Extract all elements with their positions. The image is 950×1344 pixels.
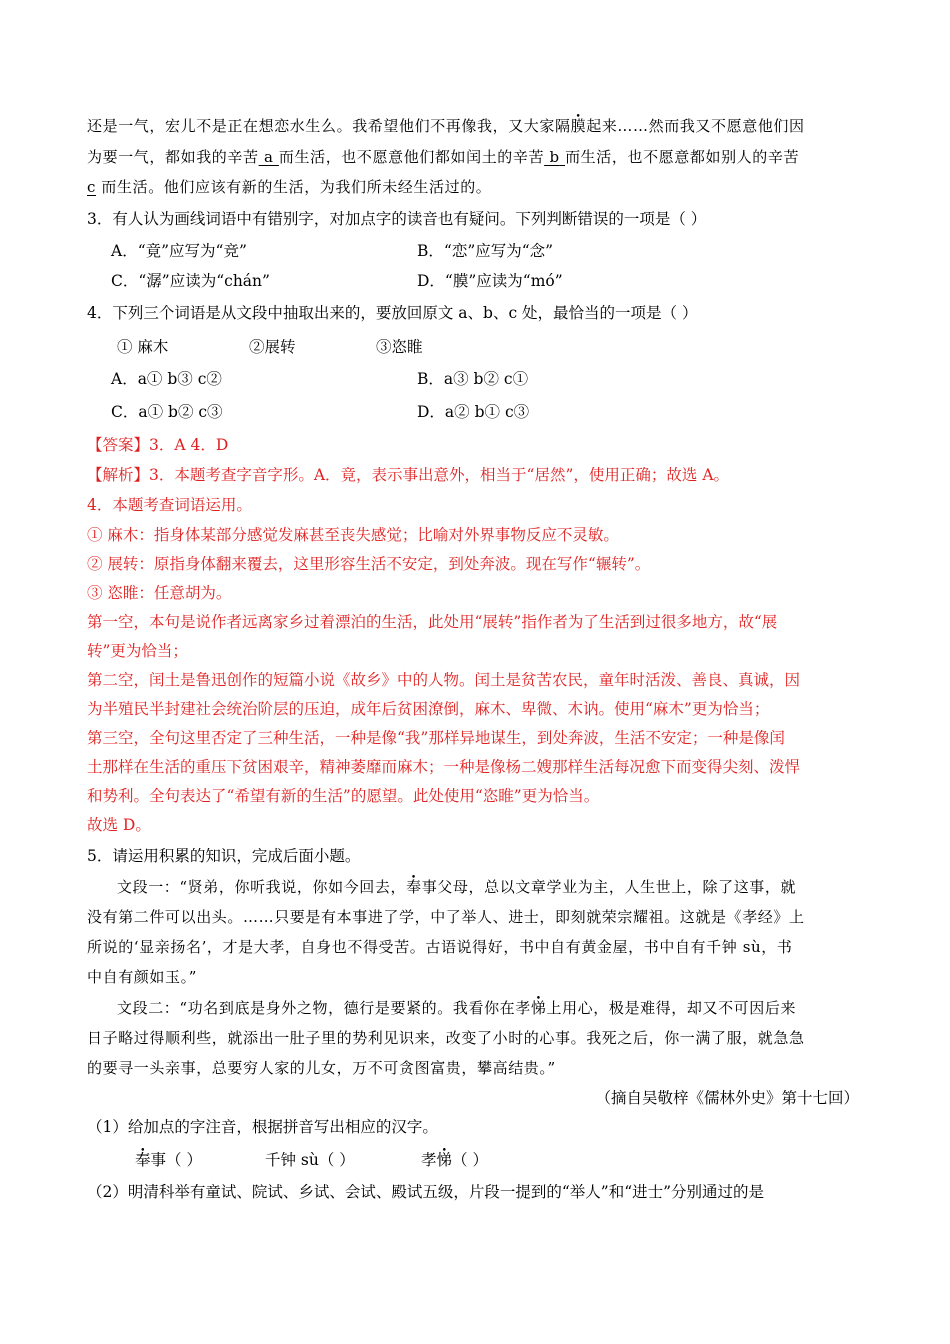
q3-option-d: D．“膜”应读为“mó” — [417, 272, 563, 290]
q4-stem: 4．下列三个词语是从文段中抽取出来的，要放回原文 a、b、c 处，最恰当的一项是（ ） — [87, 304, 698, 322]
q3-option-c: C．“潺”应读为“chán” — [111, 272, 270, 290]
q4-word-3: ③恣睢 — [376, 338, 423, 356]
blank-b: b — [549, 148, 560, 166]
q5-fill-3: 孝悌（ ） — [421, 1151, 488, 1169]
q3-stem: 3．有人认为画线词语中有错别字，对加点字的读音也有疑问。下列判断错误的一项是（ ） — [87, 210, 707, 228]
q5-subquestion-1: （1）给加点的字注音，根据拼音写出相应的汉字。 — [87, 1118, 438, 1136]
explanation-line-8: 第二空，闰土是鲁迅创作的短篇小说《故乡》中的人物。闰土是贫苦农民，童年时活泼、善良、真诚，因 — [87, 671, 801, 689]
q5-subquestion-2: （2）明清科举有童试、院试、乡试、会试、殿试五级，片段一提到的“举人”和“进士”分别通过的是 — [87, 1183, 765, 1201]
dotted-char: 悌 — [530, 999, 547, 1017]
q4-option-c: C．a① b② c③ — [111, 403, 223, 421]
q5-stem: 5．请运用积累的知识，完成后面小题。 — [87, 847, 361, 865]
explanation-line-4: ② 展转：原指身体翻来覆去，这里形容生活不安定，到处奔波。现在写作“辗转”。 — [87, 555, 651, 573]
dotted-char: 悌 — [436, 1151, 453, 1169]
explanation-line-5: ③ 恣睢：任意胡为。 — [87, 584, 232, 602]
explanation-line-13: 故选 D。 — [87, 816, 151, 834]
q4-option-b: B．a③ b② c① — [417, 370, 529, 388]
q4-word-1: ① 麻木 — [117, 338, 169, 356]
q3-option-a: A．“竟”应写为“竞” — [111, 242, 247, 260]
q3-option-b: B．“恋”应写为“念” — [417, 242, 554, 260]
dotted-char: 膜 — [570, 117, 587, 135]
passage-line-1: 还是一气，宏儿不是正在想恋水生么。我希望他们不再像我，又大家隔膜起来……然而我又不愿意他们因 — [87, 117, 805, 135]
q4-word-2: ②展转 — [249, 338, 296, 356]
q5-passage-1-line-4: 中自有颜如玉。” — [87, 968, 197, 986]
dotted-char: 奉 — [135, 1151, 151, 1169]
q4-option-d: D．a② b① c③ — [417, 403, 530, 421]
explanation-line-9: 为半殖民半封建社会统治阶层的压迫，成年后贫困潦倒，麻木、卑微、木讷。使用“麻木”更为恰当； — [87, 700, 770, 718]
explanation-line-7: 转”更为恰当； — [87, 642, 188, 660]
answer-line: 【答案】3．A 4．D — [87, 436, 229, 454]
q5-passage-2-line-1: 文段二：“功名到底是身外之物，德行是要紧的。我看你在孝悌上用心，极是难得，却又不可因后来 — [117, 999, 797, 1017]
explanation-line-12: 和势利。全句表达了“希望有新的生活”的愿望。此处使用“恣睢”更为恰当。 — [87, 787, 600, 805]
passage-line-3: c 而生活。他们应该有新的生活，为我们所未经生活过的。 — [87, 178, 492, 196]
dotted-char: 奉 — [406, 878, 422, 896]
explanation-line-2: 4．本题考查词语运用。 — [87, 496, 252, 514]
q5-passage-1-line-1: 文段一：“贤弟，你听我说，你如今回去，奉事父母，总以文章学业为主，人生世上，除了这事，就 — [117, 878, 797, 896]
q4-option-a: A．a① b③ c② — [111, 370, 222, 388]
explanation-line-10: 第三空，全句这里否定了三种生活，一种是像“我”那样异地谋生，到处奔波，生活不安定；一种是像闰 — [87, 729, 785, 747]
q5-passage-2-line-2: 日子略过得顺利些，就添出一肚子里的势利见识来，改变了小时的心事。我死之后，你一满了服，就急急 — [87, 1029, 805, 1047]
q5-source: （摘自吴敬梓《儒林外史》第十七回） — [595, 1089, 859, 1107]
explanation-line-6: 第一空，本句是说作者远离家乡过着漂泊的生活，此处用“展转”指作者为了生活到过很多地方，故“展 — [87, 613, 778, 631]
explanation-line-1: 【解析】3．本题考查字音字形。A．竟，表示事出意外，相当于“居然”，使用正确；故选 A。 — [87, 466, 730, 484]
q5-fill-1: 奉事（ ） — [135, 1151, 202, 1169]
blank-c: c — [87, 178, 97, 196]
passage-line-2: 为要一气，都如我的辛苦 a 而生活，也不愿意他们都如闰土的辛苦 b 而生活，也不愿意都如别人的辛苦 — [87, 148, 800, 166]
q5-passage-1-line-3: 所说的‘显亲扬名’，才是大孝，自身也不得受苦。古语说得好，书中自有黄金屋，书中自有千钟 sù，书 — [87, 938, 793, 956]
explanation-line-11: 土那样在生活的重压下贫困艰辛，精神萎靡而麻木；一种是像杨二嫂那样生活每况愈下而变得尖刻、泼悍 — [87, 758, 801, 776]
blank-a: a — [263, 148, 274, 166]
q5-fill-2: 千钟 sù（ ） — [265, 1151, 355, 1169]
explanation-line-3: ① 麻木：指身体某部分感觉发麻甚至丧失感觉；比喻对外界事物反应不灵敏。 — [87, 526, 619, 544]
q5-passage-1-line-2: 没有第二件可以出头。……只要是有本事进了学，中了举人、进士，即刻就荣宗耀祖。这就是《孝经》上 — [87, 908, 805, 926]
q5-passage-2-line-3: 的要寻一头亲事，总要穷人家的儿女，万不可贪图富贵，攀高结贵。” — [87, 1059, 556, 1077]
